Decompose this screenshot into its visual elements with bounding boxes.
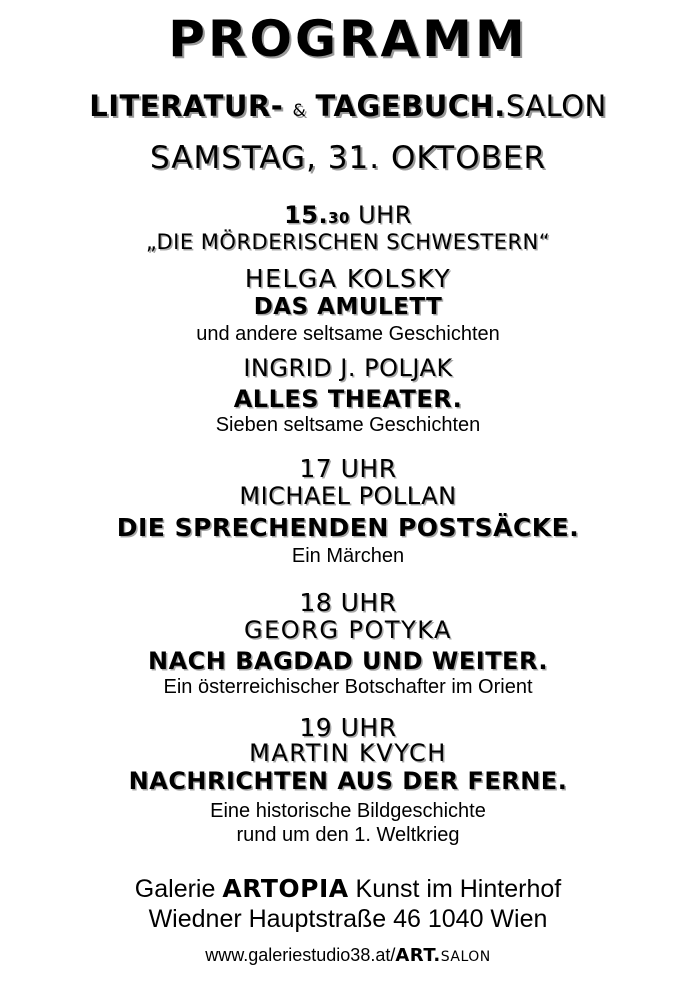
- time-17: 17 UHR: [299, 454, 397, 483]
- time-hour: 15.: [284, 201, 329, 229]
- subtitle-maerchen: Ein Märchen: [291, 545, 405, 567]
- book-title-postsaecke: DIE SPRECHENDEN POSTSÄCKE.: [116, 513, 580, 542]
- subtitle-amulett: und andere seltsame Geschichten: [196, 323, 500, 345]
- subtitle-bildgeschichte: Eine historische Bildgeschichte: [210, 800, 486, 822]
- subtitle-alles-theater: Sieben seltsame Geschichten: [215, 414, 481, 436]
- author-ingrid-poljak: INGRID J. POLJAK: [243, 354, 453, 382]
- website-url[interactable]: www.galeriestudio38.at/: [205, 945, 396, 965]
- event-date: SAMSTAG, 31. OKTOBER: [149, 140, 546, 176]
- salon-left: LITERATUR-: [89, 89, 284, 123]
- website-brand[interactable]: ART.: [395, 945, 441, 966]
- time-minutes: 30: [328, 209, 350, 227]
- author-georg-potyka: GEORG POTYKA: [244, 616, 452, 644]
- subtitle-weltkrieg: rund um den 1. Weltkrieg: [236, 824, 460, 846]
- salon-heading: [0, 89, 696, 123]
- group-name: „DIE MÖRDERISCHEN SCHWESTERN“: [145, 230, 551, 254]
- time-suffix: UHR: [349, 201, 412, 229]
- book-title-bagdad: NACH BAGDAD UND WEITER.: [147, 647, 548, 675]
- time-18: 18 UHR: [299, 588, 397, 617]
- venue-suffix: Kunst im Hinterhof: [348, 875, 562, 903]
- author-helga-kolsky: HELGA KOLSKY: [244, 264, 452, 293]
- poster-title: PROGRAMM: [168, 10, 528, 68]
- salon-middle: TAGEBUCH.: [315, 89, 506, 123]
- subtitle-botschafter: Ein österreichischer Botschafter im Orient: [163, 676, 533, 698]
- venue-prefix: Galerie: [134, 875, 223, 903]
- website-link[interactable]: [0, 946, 696, 965]
- venue-address: Wiedner Hauptstraße 46 1040 Wien: [148, 905, 548, 933]
- salon-ampersand: &: [292, 101, 307, 121]
- salon-right: SALON: [505, 89, 607, 123]
- venue-brand: ARTOPIA: [222, 874, 349, 903]
- book-title-nachrichten: NACHRICHTEN AUS DER FERNE.: [128, 767, 568, 795]
- venue-line: [0, 876, 696, 902]
- website-brand-suffix[interactable]: SALON: [440, 949, 491, 965]
- time-1530: [0, 203, 696, 227]
- author-michael-pollan: MICHAEL POLLAN: [239, 482, 457, 510]
- time-19: 19 UHR: [299, 713, 397, 742]
- book-title-alles-theater: ALLES THEATER.: [233, 385, 463, 413]
- author-martin-kvych: MARTIN KVYCH: [249, 739, 447, 767]
- book-title-amulett: DAS AMULETT: [253, 294, 443, 320]
